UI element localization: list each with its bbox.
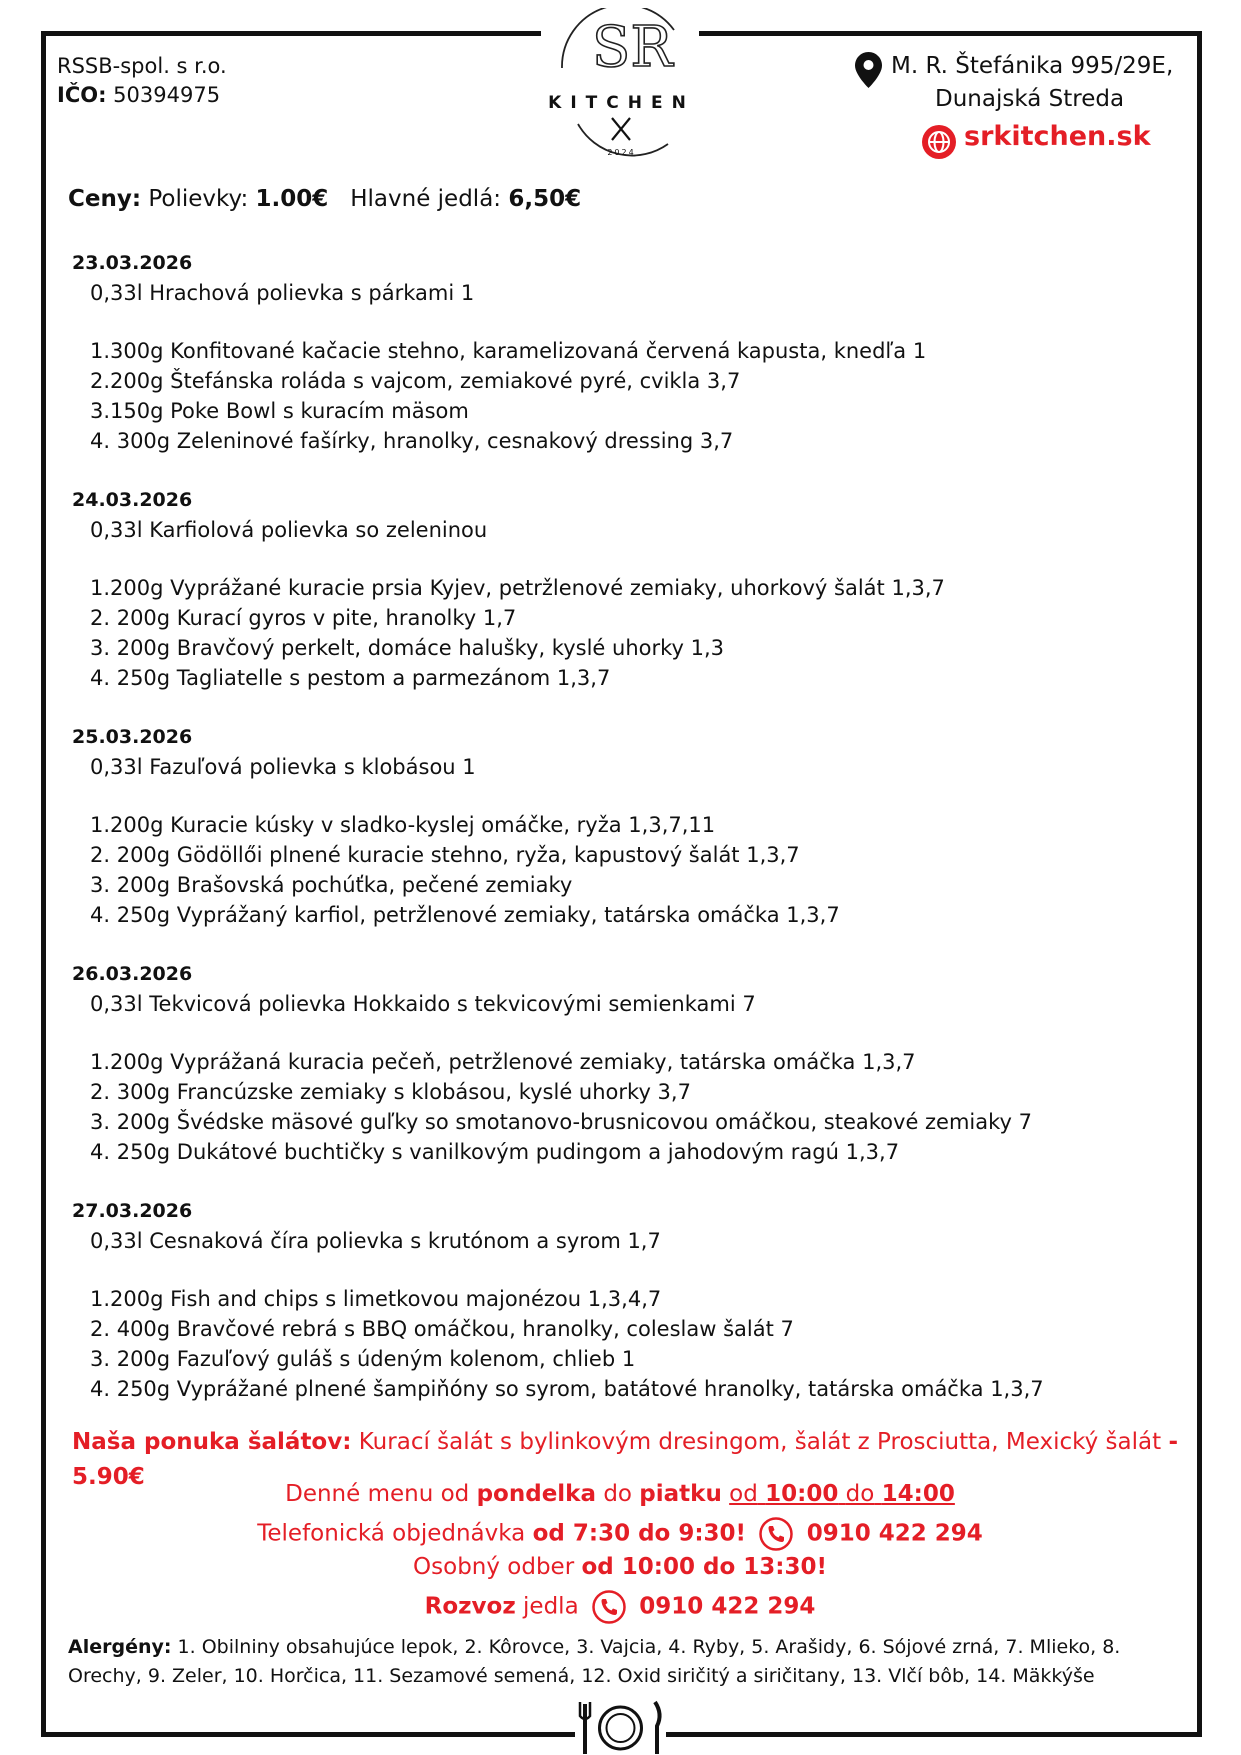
address-street: M. R. Štefánika 995/29E, — [891, 53, 1174, 79]
hours-time-prefix: od — [729, 1481, 758, 1507]
soups-price: 1.00€ — [255, 186, 329, 212]
day-date: 27.03.2026 — [72, 1200, 193, 1222]
day-date: 26.03.2026 — [72, 963, 193, 985]
allergens-list — [68, 1633, 1188, 1691]
dish-item: 3.150g Poke Bowl s kuracím mäsom — [90, 399, 469, 423]
pickup-hours — [160, 1554, 1080, 1580]
frame-bottom-right — [666, 1732, 1202, 1737]
company-info — [57, 52, 227, 110]
delivery — [160, 1590, 1080, 1624]
phone-order-prefix: Telefonická objednávka — [257, 1520, 526, 1547]
day-soup: 0,33l Hrachová polievka s párkami 1 — [90, 281, 475, 305]
plate-cutlery-icon — [575, 1694, 666, 1755]
delivery-phone[interactable]: 0910 422 294 — [639, 1593, 816, 1620]
weekly-menu — [72, 248, 1182, 1404]
day-soup: 0,33l Cesnaková číra polievka s krutónom a syrom 1,7 — [90, 1229, 661, 1253]
dish-item: 1.300g Konfitované kačacie stehno, karamelizovaná červená kapusta, knedľa 1 — [90, 339, 927, 363]
dish-item: 3. 200g Brašovská pochúťka, pečené zemiaky — [90, 873, 573, 897]
frame-right — [1197, 31, 1202, 1737]
ico-line — [57, 81, 227, 110]
logo-monogram-s: SR — [592, 15, 673, 80]
fork-knife-icon — [612, 118, 630, 140]
soups-label: Polievky: — [148, 186, 249, 212]
dish-item: 2. 300g Francúzske zemiaky s klobásou, kyslé uhorky 3,7 — [90, 1080, 691, 1104]
dish-item: 4. 250g Tagliatelle s pestom a parmezánom 1,3,7 — [90, 666, 611, 690]
phone-order — [160, 1517, 1080, 1551]
salads-label: Naša ponuka šalátov: — [72, 1429, 352, 1455]
salads-text: Kurací šalát s bylinkovým dresingom, šalát z Prosciutta, Mexický šalát — [358, 1429, 1162, 1455]
day-soup: 0,33l Fazuľová polievka s klobásou 1 — [90, 755, 476, 779]
day-soup: 0,33l Tekvicová polievka Hokkaido s tekvicovými semienkami 7 — [90, 992, 756, 1016]
dish-item: 4. 250g Vyprážaný karfiol, petržlenové zemiaky, tatárska omáčka 1,3,7 — [90, 903, 840, 927]
hours-mid: do — [603, 1481, 632, 1507]
frame-top-right — [699, 31, 1202, 36]
hours-time-to: 14:00 — [881, 1481, 955, 1507]
dish-item: 4. 250g Vyprážané plnené šampiňóny so syrom, batátové hranolky, tatárska omáčka 1,3,7 — [90, 1377, 1044, 1401]
frame-left — [41, 31, 46, 1737]
hours-time-from: 10:00 — [765, 1481, 839, 1507]
allergens-text: 1. Obilniny obsahujúce lepok, 2. Kôrovce, 3. Vajcia, 4. Ryby, 5. Arašidy, 6. Sójové zrná, 7. Mlieko, 8. Orechy, 9. Zeler, 10. Horčica, 11. Sezamové semená, 12. Oxid siričitý a siričitany, 13. Vlčí bôb, 14. Mäkkýše — [68, 1636, 1121, 1687]
allergens-label: Alergény: — [68, 1636, 172, 1658]
dish-item: 2. 400g Bravčové rebrá s BBQ omáčkou, hranolky, coleslaw šalát 7 — [90, 1317, 794, 1341]
phone-number[interactable]: 0910 422 294 — [806, 1520, 983, 1547]
frame-bottom-left — [41, 1732, 575, 1737]
logo-wordmark: KITCHEN — [548, 93, 695, 113]
day-date: 25.03.2026 — [72, 726, 193, 748]
logo-year: 2024 — [607, 148, 636, 157]
delivery-label: Rozvoz — [424, 1593, 516, 1620]
hours-time-mid: do — [845, 1481, 875, 1507]
mains-label: Hlavné jedlá: — [350, 186, 502, 212]
globe-icon — [921, 124, 957, 160]
menu-day — [72, 959, 1182, 1167]
day-date: 23.03.2026 — [72, 252, 193, 274]
dish-item: 4. 250g Dukátové buchtičky s vanilkovým pudingom a jahodovým ragú 1,3,7 — [90, 1140, 900, 1164]
day-soup: 0,33l Karfiolová polievka so zeleninou — [90, 518, 488, 542]
menu-day — [72, 248, 1182, 456]
salads-price: - 5.90€ — [72, 1429, 1178, 1490]
dish-item: 3. 200g Fazuľový guláš s údeným kolenom, chlieb 1 — [90, 1347, 636, 1371]
address-city: Dunajská Streda — [935, 86, 1125, 112]
company-name: RSSB-spol. s r.o. — [57, 54, 227, 78]
delivery-word: jedla — [523, 1593, 579, 1620]
dish-item: 3. 200g Bravčový perkelt, domáce halušky, kyslé uhorky 1,3 — [90, 636, 725, 660]
ico-value: 50394975 — [113, 83, 221, 107]
mains-price: 6,50€ — [508, 186, 582, 212]
sr-kitchen-logo — [544, 8, 699, 178]
ico-label: IČO: — [57, 83, 107, 107]
dish-item: 3. 200g Švédske mäsové guľky so smotanovo-brusnicovou omáčkou, steakové zemiaky 7 — [90, 1110, 1033, 1134]
dish-item: 1.200g Kuracie kúsky v sladko-kyslej omáčke, ryža 1,3,7,11 — [90, 813, 716, 837]
prices-label: Ceny: — [68, 186, 142, 212]
dish-item: 2.200g Štefánska roláda s vajcom, zemiakové pyré, cvikla 3,7 — [90, 369, 741, 393]
dish-item: 2. 200g Gödöllői plnené kuracie stehno, ryža, kapustový šalát 1,3,7 — [90, 843, 800, 867]
phone-order-time: od 7:30 do 9:30! — [532, 1520, 747, 1547]
dish-item: 1.200g Fish and chips s limetkovou majonézou 1,3,4,7 — [90, 1287, 662, 1311]
dish-item: 2. 200g Kurací gyros v pite, hranolky 1,7 — [90, 606, 517, 630]
opening-hours — [160, 1481, 1080, 1507]
menu-day — [72, 1196, 1182, 1404]
pickup-time: od 10:00 do 13:30! — [581, 1554, 827, 1580]
location-pin-icon — [855, 52, 882, 88]
website-link[interactable]: srkitchen.sk — [964, 121, 1151, 152]
menu-day — [72, 722, 1182, 930]
hours-day-to: piatku — [639, 1481, 722, 1507]
phone-icon — [592, 1590, 626, 1624]
pickup-prefix: Osobný odber — [413, 1554, 575, 1580]
phone-icon — [759, 1517, 793, 1551]
day-date: 24.03.2026 — [72, 489, 193, 511]
dish-item: 1.200g Vyprážané kuracie prsia Kyjev, petržlenové zemiaky, uhorkový šalát 1,3,7 — [90, 576, 945, 600]
menu-day — [72, 485, 1182, 693]
dish-item: 4. 300g Zeleninové fašírky, hranolky, cesnakový dressing 3,7 — [90, 429, 734, 453]
hours-prefix: Denné menu od — [285, 1481, 470, 1507]
prices-line — [68, 186, 581, 212]
dish-item: 1.200g Vyprážaná kuracia pečeň, petržlenové zemiaky, tatárska omáčka 1,3,7 — [90, 1050, 916, 1074]
frame-top-left — [41, 31, 541, 36]
hours-day-from: pondelka — [476, 1481, 596, 1507]
